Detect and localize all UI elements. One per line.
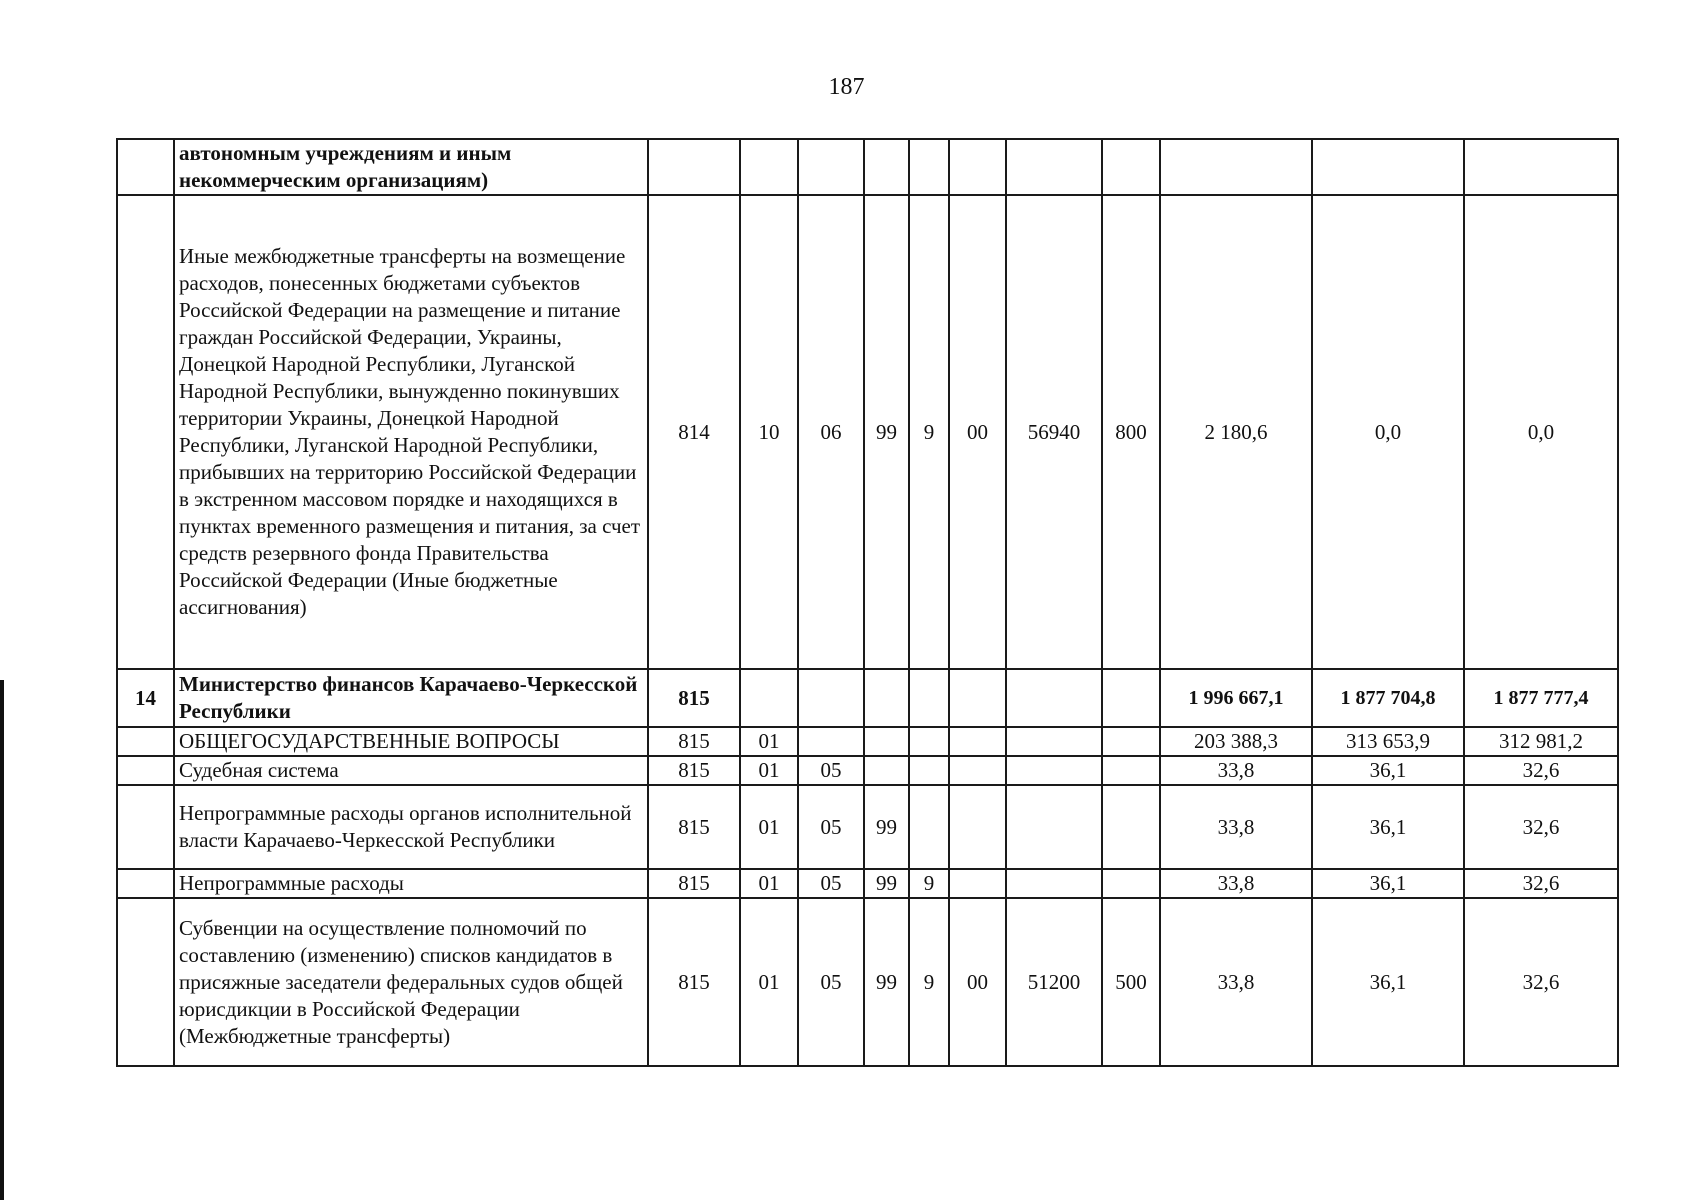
- row-name: Судебная система: [174, 756, 648, 785]
- amount-year-2: 36,1: [1312, 869, 1464, 898]
- amount-year-1: 1 996 667,1: [1160, 669, 1312, 727]
- csr-subprogram-code: [909, 727, 949, 756]
- row-name: Министерство финансов Карачаево-Черкесской Республики: [174, 669, 648, 727]
- csr-main-event-code: [949, 756, 1006, 785]
- csr-program-code: [864, 756, 909, 785]
- row-name: Субвенции на осуществление полномочий по составлению (изменению) списков кандидатов в присяжные заседатели федеральных судов общей юрисдикции в Российской Федерации (Межбюджетные трансферты): [174, 898, 648, 1066]
- expense-type-code: [1102, 139, 1160, 195]
- grbs-code: 814: [648, 195, 740, 669]
- expense-type-code: [1102, 669, 1160, 727]
- amount-year-3: 32,6: [1464, 898, 1618, 1066]
- section-code: 01: [740, 869, 798, 898]
- budget-table: [116, 138, 1619, 1067]
- table-row: [117, 195, 1618, 669]
- csr-subprogram-code: [909, 669, 949, 727]
- csr-direction-code: [1006, 669, 1102, 727]
- csr-main-event-code: [949, 869, 1006, 898]
- csr-program-code: 99: [864, 785, 909, 869]
- amount-year-2: 36,1: [1312, 898, 1464, 1066]
- expense-type-code: 800: [1102, 195, 1160, 669]
- csr-program-code: 99: [864, 869, 909, 898]
- csr-direction-code: [1006, 139, 1102, 195]
- csr-subprogram-code: [909, 785, 949, 869]
- amount-year-3: 32,6: [1464, 756, 1618, 785]
- amount-year-3: 1 877 777,4: [1464, 669, 1618, 727]
- subsection-code: 05: [798, 898, 864, 1066]
- grbs-code: 815: [648, 756, 740, 785]
- amount-year-1: 2 180,6: [1160, 195, 1312, 669]
- csr-main-event-code: [949, 727, 1006, 756]
- amount-year-1: [1160, 139, 1312, 195]
- table-row: [117, 785, 1618, 869]
- expense-type-code: [1102, 756, 1160, 785]
- csr-program-code: [864, 139, 909, 195]
- subsection-code: [798, 727, 864, 756]
- grbs-code: 815: [648, 898, 740, 1066]
- row-name: Непрограммные расходы: [174, 869, 648, 898]
- row-name: Непрограммные расходы органов исполнительной власти Карачаево-Черкесской Республики: [174, 785, 648, 869]
- expense-type-code: [1102, 727, 1160, 756]
- csr-subprogram-code: 9: [909, 195, 949, 669]
- section-code: [740, 139, 798, 195]
- subsection-code: 05: [798, 756, 864, 785]
- csr-subprogram-code: [909, 756, 949, 785]
- table-row: [117, 898, 1618, 1066]
- section-code: [740, 669, 798, 727]
- grbs-code: 815: [648, 727, 740, 756]
- section-code: 01: [740, 898, 798, 1066]
- expense-type-code: 500: [1102, 898, 1160, 1066]
- table-row: [117, 756, 1618, 785]
- row-number: [117, 195, 174, 669]
- amount-year-3: 32,6: [1464, 785, 1618, 869]
- row-number: 14: [117, 669, 174, 727]
- grbs-code: 815: [648, 869, 740, 898]
- row-number: [117, 869, 174, 898]
- csr-program-code: 99: [864, 195, 909, 669]
- amount-year-1: 33,8: [1160, 756, 1312, 785]
- row-name: ОБЩЕГОСУДАРСТВЕННЫЕ ВОПРОСЫ: [174, 727, 648, 756]
- csr-subprogram-code: 9: [909, 869, 949, 898]
- amount-year-3: 0,0: [1464, 195, 1618, 669]
- csr-program-code: [864, 669, 909, 727]
- subsection-code: 06: [798, 195, 864, 669]
- csr-subprogram-code: [909, 139, 949, 195]
- grbs-code: 815: [648, 669, 740, 727]
- csr-direction-code: [1006, 756, 1102, 785]
- grbs-code: [648, 139, 740, 195]
- expense-type-code: [1102, 869, 1160, 898]
- amount-year-3: 312 981,2: [1464, 727, 1618, 756]
- csr-main-event-code: [949, 785, 1006, 869]
- subsection-code: [798, 669, 864, 727]
- amount-year-3: [1464, 139, 1618, 195]
- csr-main-event-code: 00: [949, 195, 1006, 669]
- table-row: [117, 139, 1618, 195]
- table-row: [117, 727, 1618, 756]
- row-number: [117, 785, 174, 869]
- csr-direction-code: 51200: [1006, 898, 1102, 1066]
- amount-year-1: 33,8: [1160, 869, 1312, 898]
- csr-direction-code: 56940: [1006, 195, 1102, 669]
- grbs-code: 815: [648, 785, 740, 869]
- section-code: 01: [740, 785, 798, 869]
- csr-direction-code: [1006, 869, 1102, 898]
- amount-year-1: 203 388,3: [1160, 727, 1312, 756]
- page-number: 187: [828, 74, 865, 100]
- row-number: [117, 139, 174, 195]
- amount-year-1: 33,8: [1160, 785, 1312, 869]
- amount-year-2: [1312, 139, 1464, 195]
- row-name: автономным учреждениям и иным некоммерческим организациям): [174, 139, 648, 195]
- csr-program-code: 99: [864, 898, 909, 1066]
- csr-direction-code: [1006, 727, 1102, 756]
- row-number: [117, 756, 174, 785]
- subsection-code: 05: [798, 785, 864, 869]
- csr-main-event-code: [949, 139, 1006, 195]
- subsection-code: [798, 139, 864, 195]
- amount-year-2: 1 877 704,8: [1312, 669, 1464, 727]
- table-row: [117, 669, 1618, 727]
- csr-subprogram-code: 9: [909, 898, 949, 1066]
- row-number: [117, 898, 174, 1066]
- budget-table-body: [117, 139, 1618, 1066]
- csr-program-code: [864, 727, 909, 756]
- scan-edge-line: [0, 680, 4, 1200]
- row-name: Иные межбюджетные трансферты на возмещение расходов, понесенных бюджетами субъектов Российской Федерации на размещение и питание граждан Российской Федерации, Украины, Донецкой Народной Республики, Луганской Народной Республики, вынужденно покинувших территории Украины, Донецкой Народной Республики, Луганской Народной Республики, прибывших на территорию Российской Федерации в экстренном массовом порядке и находящихся в пунктах временного размещения и питания, за счет средств резервного фонда Правительства Российской Федерации (Иные бюджетные ассигнования): [174, 195, 648, 669]
- section-code: 01: [740, 727, 798, 756]
- csr-main-event-code: [949, 669, 1006, 727]
- amount-year-1: 33,8: [1160, 898, 1312, 1066]
- csr-direction-code: [1006, 785, 1102, 869]
- row-number: [117, 727, 174, 756]
- section-code: 10: [740, 195, 798, 669]
- section-code: 01: [740, 756, 798, 785]
- amount-year-3: 32,6: [1464, 869, 1618, 898]
- amount-year-2: 0,0: [1312, 195, 1464, 669]
- table-row: [117, 869, 1618, 898]
- csr-main-event-code: 00: [949, 898, 1006, 1066]
- amount-year-2: 36,1: [1312, 785, 1464, 869]
- amount-year-2: 313 653,9: [1312, 727, 1464, 756]
- amount-year-2: 36,1: [1312, 756, 1464, 785]
- expense-type-code: [1102, 785, 1160, 869]
- subsection-code: 05: [798, 869, 864, 898]
